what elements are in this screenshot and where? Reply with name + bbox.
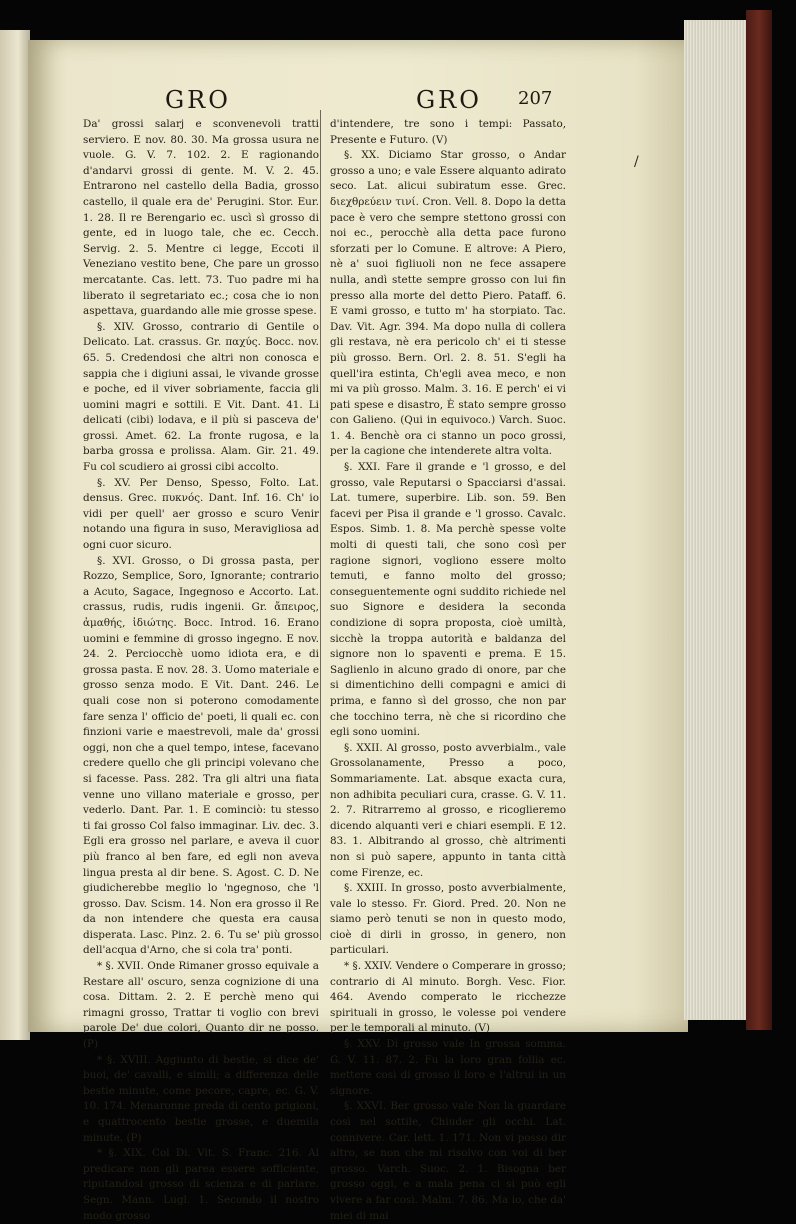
entry-paragraph: §. XV. Per Denso, Spesso, Folto. Lat. densus. Grec. πυκνός. Dant. Inf. 16. Ch' io vidi per quell' aer grosso e scuro Venir notando una figura in suso, Meravigliosa ad ogni cuor sicuro. [83, 476, 319, 552]
entry-paragraph: * §. XVII. Onde Rimaner grosso equivale a Restare all' oscuro, senza cognizione di una cosa. Dittam. 2. 2. E perchè meno qui rimagni grosso, Trattar ti voglio con brevi parole De' due colori, Quanto dir ne posso. (P) [83, 960, 319, 1051]
facing-page-edge [0, 30, 30, 1040]
entry-paragraph: §. XXVI. Ber grosso vale Non la guardare così nel sottile, Chiuder gli occhi. Lat. connivere. Car. lett. 1. 171. Non vi posso dir altro, se non che mi risolvo con voi di ber grosso. Varch. Suoc. 2. 1. Bisogna ber grosso oggi, e a mala pena ci si può egli vivere a far così. Malm. 7. 86. Ma io, che da' miei di mai [330, 1100, 566, 1222]
entry-paragraph: §. XX. Diciamo Star grosso, o Andar grosso a uno; e vale Essere alquanto adirato seco. Lat. alicui subiratum esse. Grec. διεχθρεύειν τινί. Cron. Vell. 8. Dopo la detta pace è vero che sempre stettono grossi con noi ec., perocchè alla detta pace furono sforzati per lo Comune. E altrove: A Piero, nè a' suoi figliuoli non ne fece assapere nulla, andì stette sempre grosso con lui fin presso alla morte del detto Piero. Pataff. 6. E vami grosso, e tutto m' ha storpiato. Tac. Dav. Vit. Agr. 394. Ma dopo nulla di collera gli restava, nè era pericolo ch' ei ti stesse più grosso. Bern. Orl. 2. 8. 51. S'egli ha quell'ira estinta, Ch'egli avea meco, e non mi va più grosso. Malm. 3. 16. E perch' ei vi pati spese e disastro, È stato sempre grosso con Galieno. (Qui in equivoco.) Varch. Suoc. 1. 4. Benchè ora ci stanno un poco grossi, per la cagione che intenderete altra volta. [330, 149, 566, 458]
entry-paragraph: * §. XXIV. Vendere o Comperare in grosso; contrario di Al minuto. Borgh. Vesc. Fior. 464. Avendo comperato le ricchezze spirituali in grosso, le volesse poi vendere per le temporali al minuto. (V) [330, 960, 566, 1035]
entry-paragraph: * §. XVIII. Aggiunto di bestie, si dice de' buoi, de' cavalli, e simili; a differenza delle bestie minute, come pecore, capre, ec. G. V. 10. 174. Menaronne preda di cento prigioni, e quattrocento bestie grosse, e duemila minute. (P) [83, 1053, 319, 1144]
page-number: 207 [518, 88, 553, 109]
entry-paragraph: * §. XIX. Col Di. Vit. S. Franc. 216. Al predicare non gli parea essere sofficiente, riputandosi grosso di scienza e di parlare. Segn. Mann. Lugl. 1. Secondo il nostro modo grosso [83, 1147, 319, 1222]
left-column [83, 117, 319, 1222]
right-column [330, 117, 566, 1222]
column-divider [320, 110, 321, 940]
margin-mark: / [634, 154, 639, 170]
entry-paragraph: §. XXI. Fare il grande e 'l grosso, e del grosso, vale Reputarsi o Spacciarsi d'assai. Lat. tumere, superbire. Lib. son. 59. Ben facevi per Pisa il grande e 'l grosso. Cavalc. Espos. Simb. 1. 8. Ma perchè spesse volte molti di questi tali, che sono così per ragione signori, vogliono essere molto temuti, e fanno molto del grosso; conseguentemente ogni suddito richiede nel suo Signore e desidera la seconda condizione di sopra proposta, cioè umiltà, sicchè la troppa autorità e baldanza del signore non lo spaventi e prema. E 15. Saglienlo in alcuno grado di onore, par che si dimentichino delli compagni e amici di prima, e fanno sì del grosso, che non par che tocchino terra, nè che si ricordino che egli sono uomini. [330, 461, 566, 739]
running-head-left: GRO [165, 86, 231, 114]
entry-paragraph: §. XIV. Grosso, contrario di Gentile o Delicato. Lat. crassus. Gr. παχύς. Bocc. nov. 65. 5. Credendosi che altri non conosca e sappia che i digiuni assai, le vivande grosse e poche, ed il viver sobriamente, faccia gli uomini magri e sottili. E Vit. Dant. 41. Li delicati (cibi) lodava, e il più si pasceva de' grossi. Amet. 62. La fronte rugosa, e la barba grossa e prolissa. Alam. Gir. 21. 49. Fu col scudiero ai grossi cibi accolto. [83, 320, 319, 474]
book-cover [746, 10, 772, 1030]
entry-paragraph: d'intendere, tre sono i tempi: Passato, Presente e Futuro. (V) [330, 118, 566, 146]
entry-paragraph: §. XXV. Di grosso vale In grossa somma. G. V. 11. 87. 2. Fu la loro gran follia ec. mettere così di grosso il loro e l'altrui in un signore. [330, 1038, 566, 1097]
entry-paragraph: §. XXIII. In grosso, posto avverbialmente, vale lo stesso. Fr. Giord. Pred. 20. Non ne siamo però tenuti se non in questo modo, cioè di dirli in grosso, in genero, non particulari. [330, 882, 566, 957]
running-head-right: GRO [416, 86, 482, 114]
entry-paragraph: §. XXII. Al grosso, posto avverbialm., vale Grossolanamente, Presso a poco, Sommariamente. Lat. absque exacta cura, non adhibita peculiari cura, crasse. G. V. 11. 2. 7. Ritrarremo al grosso, e ricoglieremo dicendo alquanti veri e chiari esempli. E 12. 83. 1. Albitrando al grosso, chè altrimenti non si può sapere, appunto in tanta città come Firenze, ec. [330, 741, 566, 879]
entry-paragraph: Da' grossi salarj e sconvenevoli tratti serviero. E nov. 80. 30. Ma grossa usura ne vuole. G. V. 7. 102. 2. E ragionando d'andarvi grossi di gente. M. V. 2. 45. Entrarono nel castello della Badia, grosso castello, il quale era de' Perugini. Stor. Eur. 1. 28. Il re Berengario ec. uscì sì grosso di gente, ed in luogo tale, che ec. Cecch. Servig. 2. 5. Mentre ci legge, Eccoti il Veneziano vestito bene, Che pare un grosso mercatante. Cas. lett. 73. Tuo padre mi ha liberato il segretariato ec.; cosa che io non aspettava, guardando alle mie grosse spese. [83, 118, 319, 318]
page-edges [684, 20, 750, 1020]
entry-paragraph: §. XVI. Grosso, o Di grossa pasta, per Rozzo, Semplice, Soro, Ignorante; contrario a Acuto, Sagace, Ingegnoso e Accorto. Lat. crassus, rudis, rudis ingenii. Gr. ἄπειρος, ἀμαθής, ἰδιώτης. Bocc. Introd. 16. Erano uomini e femmine di grosso ingegno. E nov. 24. 2. Perciocchè uomo idiota era, e di grossa pasta. E nov. 28. 3. Uomo materiale e grosso senza modo. E Vit. Dant. 246. Le quali cose non si poterono comodamente fare senza l' officio de' poeti, li quali ec. con finzioni varie e maestrevoli, male da' grossi oggi, non che a quel tempo, intese, facevano credere quello che gli principi volevano che si facesse. Pass. 282. Tra gli altri una fiata venne uno villano materiale e grosso, per vederlo. Dant. Par. 1. E cominciò: tu stesso ti fai grosso Col falso immaginar. Liv. dec. 3. Egli era grosso nel parlare, e aveva il cuor più franco al ben fare, ed egli non aveva lingua presta al dir bene. S. Agost. C. D. Ne giudicherebbe meglio lo 'ngegnoso, che 'l grosso. Dav. Scism. 14. Non era grosso il Re da non intendere che questa era causa disperata. Lasc. Pinz. 2. 6. Tu se' più grosso dell'acqua d'Arno, che si cola tra' ponti. [83, 554, 319, 957]
